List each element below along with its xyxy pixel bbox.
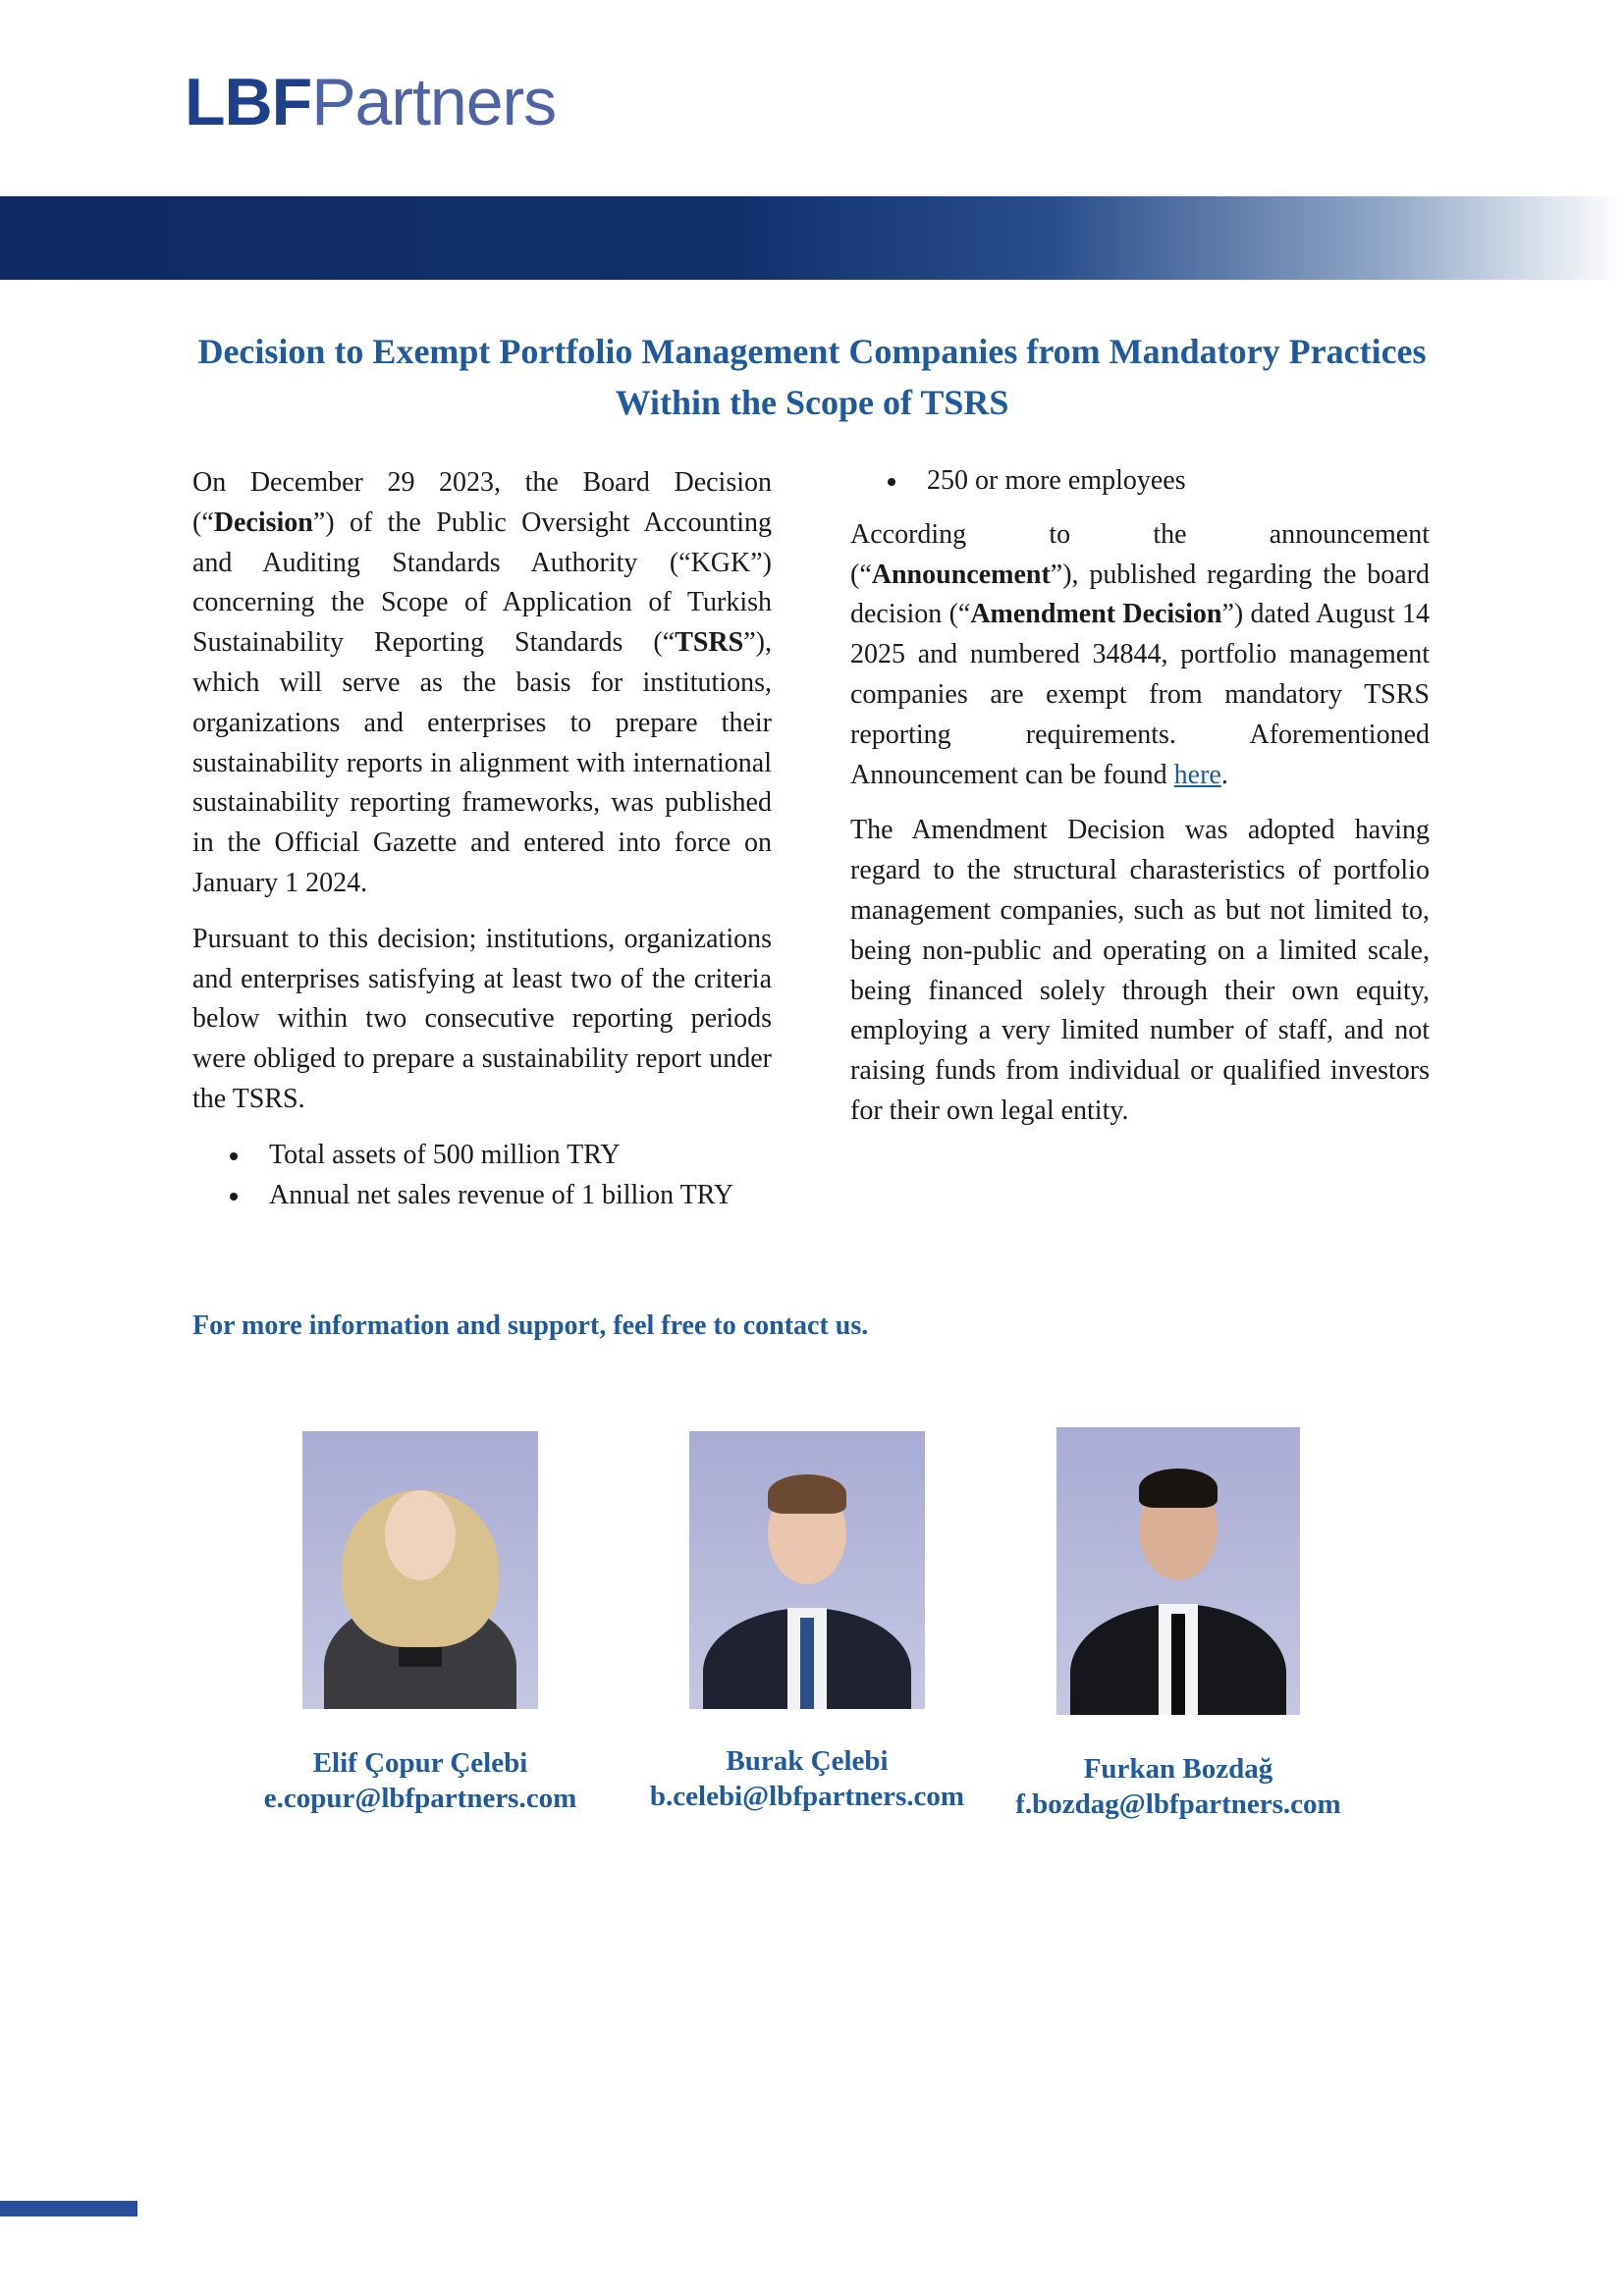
document-title: Decision to Exempt Portfolio Management Companies from Mandatory Practices Within the Scope of TSRS bbox=[197, 332, 1427, 422]
criteria-item: Total assets of 500 million TRY bbox=[269, 1136, 772, 1176]
left-column bbox=[192, 463, 772, 1231]
text-run: On December 29 2023, the Board Decision (“ bbox=[192, 467, 772, 538]
text-run: ”) of the Public Oversight Accounting and Auditing Standards Authority (“KGK”) concerning the Scope of Application of Turkish Sustainability Reporting Standards (“ bbox=[192, 507, 772, 659]
footer-accent-bar bbox=[0, 2201, 137, 2216]
text-run: ”), which will serve as the basis for institutions, organizations and enterprises to prepare their sustainability reports in alignment with international sustainability reporting frameworks, was published in the Official Gazette and entered into force on January 1 2024. bbox=[192, 627, 772, 898]
contact-email[interactable]: b.celebi@lbfpartners.com bbox=[649, 1781, 965, 1812]
contact-name: Elif Çopur Çelebi bbox=[312, 1747, 528, 1779]
contact-photo-furkan bbox=[1056, 1427, 1300, 1715]
text-run: According to the announcement (“ bbox=[850, 518, 1430, 590]
announcement-link[interactable]: here bbox=[1173, 759, 1221, 790]
bold-term: TSRS bbox=[675, 627, 744, 659]
logo-bold-text: LBF bbox=[185, 65, 312, 139]
contact-photo-burak bbox=[689, 1431, 925, 1709]
bold-term: Amendment Decision bbox=[970, 599, 1222, 630]
contact-card bbox=[994, 1751, 1363, 1822]
contact-email[interactable]: f.bozdag@lbfpartners.com bbox=[1015, 1789, 1341, 1820]
contact-name: Burak Çelebi bbox=[726, 1745, 889, 1777]
right-paragraph-1 bbox=[850, 515, 1430, 796]
company-logo bbox=[185, 65, 557, 139]
text-run: ”) dated August 14 2025 and numbered 34844, portfolio management companies are exempt from mandatory TSRS reporting requirements. Aforementioned Announcement can be found bbox=[850, 599, 1430, 790]
left-paragraph-1 bbox=[192, 463, 772, 904]
contact-call-to-action: For more information and support, feel free to contact us. bbox=[192, 1310, 869, 1341]
header-banner bbox=[0, 196, 1624, 280]
contact-card bbox=[619, 1743, 996, 1814]
contact-name: Furkan Bozdağ bbox=[1083, 1753, 1273, 1785]
logo-light-text: Partners bbox=[311, 65, 557, 139]
contact-email[interactable]: e.copur@lbfpartners.com bbox=[263, 1783, 577, 1814]
criteria-item: Annual net sales revenue of 1 billion TRY bbox=[269, 1176, 772, 1216]
criteria-list-continued bbox=[850, 461, 1430, 502]
contact-card bbox=[236, 1745, 605, 1816]
right-column bbox=[850, 463, 1430, 1148]
contact-photo-elif bbox=[302, 1431, 538, 1709]
bold-term: Decision bbox=[213, 507, 313, 538]
text-run: . bbox=[1220, 759, 1228, 790]
text-run: ”), published regarding the board decision (“ bbox=[850, 559, 1430, 630]
right-paragraph-2: The Amendment Decision was adopted having regard to the structural charasteristics of portfolio management companies, such as but not limited to, being non-public and operating on a limited scale, being financed solely through their own equity, employing a very limited number of staff, and not raising funds from individual or qualified investors for their own legal entity. bbox=[850, 815, 1430, 1126]
bold-term: Announcement bbox=[871, 559, 1051, 590]
criteria-item: 250 or more employees bbox=[927, 461, 1430, 502]
left-paragraph-2: Pursuant to this decision; institutions, organizations and enterprises satisfying at least two of the criteria below within two consecutive reporting periods were obliged to prepare a sustainability report under the TSRS. bbox=[192, 923, 772, 1114]
criteria-list bbox=[192, 1136, 772, 1216]
